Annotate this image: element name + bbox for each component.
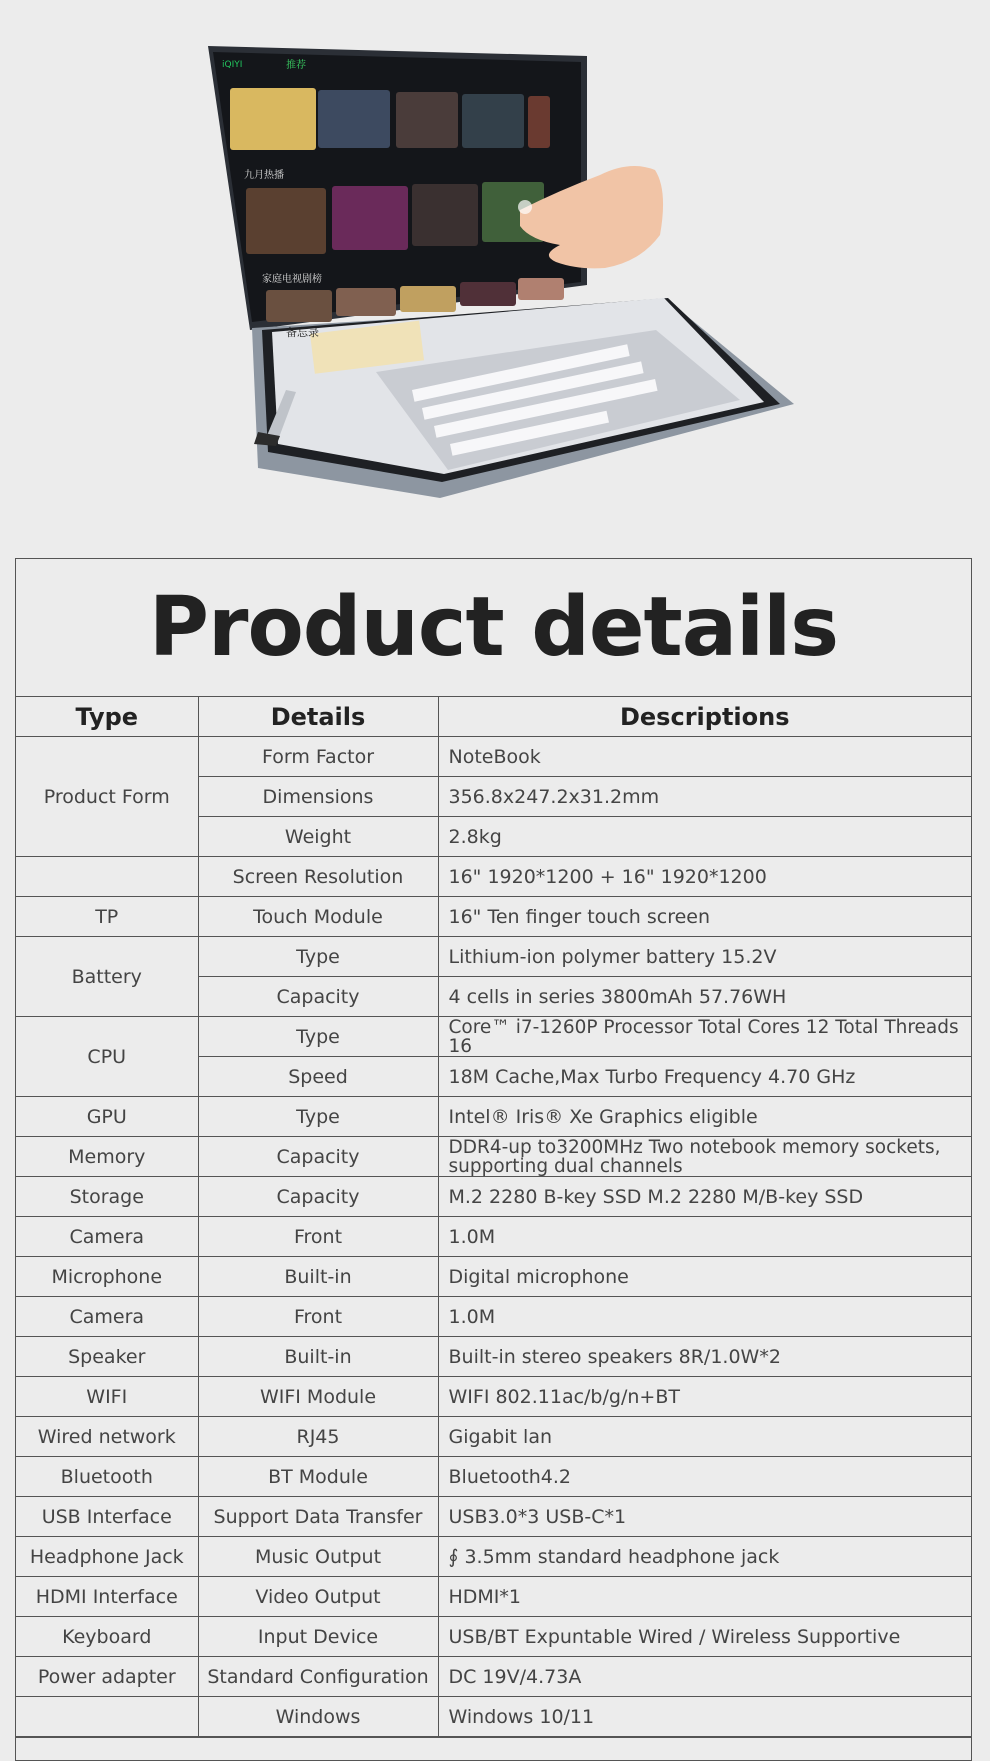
row-detail: Touch Module (198, 897, 438, 937)
row-value: Windows 10/11 (438, 1697, 971, 1737)
row-detail: Type (198, 1017, 438, 1057)
row-type (16, 1697, 198, 1737)
row-detail: Capacity (198, 977, 438, 1017)
row-type: Bluetooth (16, 1457, 198, 1497)
row-value: Built-in stereo speakers 8R/1.0W*2 (438, 1337, 971, 1377)
row-detail: Input Device (198, 1617, 438, 1657)
table-row (16, 1657, 971, 1697)
table-row (16, 1257, 971, 1297)
row-value: DDR4-up to3200MHz Two notebook memory sockets, supporting dual channels (438, 1137, 971, 1177)
row-detail: Video Output (198, 1577, 438, 1617)
spec-table (16, 697, 971, 1737)
row-type: Headphone Jack (16, 1537, 198, 1577)
row-type: CPU (16, 1017, 198, 1097)
row-value: Core™ i7-1260P Processor Total Cores 12 Total Threads 16 (438, 1017, 971, 1057)
dual-screen-laptop-illustration (0, 0, 990, 560)
row-value: WIFI 802.11ac/b/g/n+BT (438, 1377, 971, 1417)
row-detail: Built-in (198, 1337, 438, 1377)
row-value: M.2 2280 B-key SSD M.2 2280 M/B-key SSD (438, 1177, 971, 1217)
row-value: 1.0M (438, 1297, 971, 1337)
row-type: Battery (16, 937, 198, 1017)
row-detail: RJ45 (198, 1417, 438, 1457)
row-value: Intel® Iris® Xe Graphics eligible (438, 1097, 971, 1137)
table-row (16, 737, 971, 777)
table-row (16, 1577, 971, 1617)
table-row (16, 857, 971, 897)
row-value: Bluetooth4.2 (438, 1457, 971, 1497)
row-detail: Weight (198, 817, 438, 857)
row-detail: Type (198, 937, 438, 977)
keyboard-panel-title: 备忘录 (286, 326, 319, 339)
row-value: USB/BT Expuntable Wired / Wireless Supportive (438, 1617, 971, 1657)
row-value: NoteBook (438, 737, 971, 777)
table-row (16, 1097, 971, 1137)
row-detail: Front (198, 1297, 438, 1337)
row-type: Keyboard (16, 1617, 198, 1657)
row-type: Product Form (16, 737, 198, 857)
row-value: 356.8x247.2x31.2mm (438, 777, 971, 817)
row-detail: Windows (198, 1697, 438, 1737)
row-type: Power adapter (16, 1657, 198, 1697)
row-value: DC 19V/4.73A (438, 1657, 971, 1697)
row-type: USB Interface (16, 1497, 198, 1537)
row-detail: Dimensions (198, 777, 438, 817)
row-value: HDMI*1 (438, 1577, 971, 1617)
table-row (16, 1297, 971, 1337)
table-row (16, 1537, 971, 1577)
row-type: GPU (16, 1097, 198, 1137)
header-type: Type (16, 697, 198, 737)
table-row (16, 937, 971, 977)
row-value: ∮ 3.5mm standard headphone jack (438, 1537, 971, 1577)
row-type: WIFI (16, 1377, 198, 1417)
table-row (16, 1497, 971, 1537)
screen-section-2: 家庭电视剧榜 (262, 274, 322, 285)
row-type (16, 857, 198, 897)
table-row (16, 1137, 971, 1177)
table-row (16, 1017, 971, 1057)
table-footer (16, 1737, 971, 1760)
screen-section-1: 九月热播 (244, 170, 284, 181)
row-detail: WIFI Module (198, 1377, 438, 1417)
product-details-table (15, 558, 972, 1761)
row-value: Gigabit lan (438, 1417, 971, 1457)
row-value: 2.8kg (438, 817, 971, 857)
row-value: USB3.0*3 USB-C*1 (438, 1497, 971, 1537)
row-value: 16" 1920*1200 + 16" 1920*1200 (438, 857, 971, 897)
screen-brand: iQIYI (222, 60, 243, 70)
row-type: Camera (16, 1297, 198, 1337)
table-row (16, 1417, 971, 1457)
page-title: Product details (16, 559, 971, 697)
row-detail: Form Factor (198, 737, 438, 777)
row-type: Speaker (16, 1337, 198, 1377)
row-detail: Capacity (198, 1137, 438, 1177)
row-type: Wired network (16, 1417, 198, 1457)
row-detail: Capacity (198, 1177, 438, 1217)
row-value: 16" Ten finger touch screen (438, 897, 971, 937)
table-row (16, 1377, 971, 1417)
row-type: TP (16, 897, 198, 937)
row-type: Camera (16, 1217, 198, 1257)
row-detail: Built-in (198, 1257, 438, 1297)
table-row (16, 1697, 971, 1737)
row-detail: Support Data Transfer (198, 1497, 438, 1537)
row-type: HDMI Interface (16, 1577, 198, 1617)
row-detail: Speed (198, 1057, 438, 1097)
table-header-row (16, 697, 971, 737)
row-type: Microphone (16, 1257, 198, 1297)
screen-tab: 推荐 (286, 60, 306, 71)
table-row (16, 1177, 971, 1217)
row-value: 4 cells in series 3800mAh 57.76WH (438, 977, 971, 1017)
row-value: Lithium-ion polymer battery 15.2V (438, 937, 971, 977)
row-detail: Music Output (198, 1537, 438, 1577)
row-detail: Screen Resolution (198, 857, 438, 897)
table-row (16, 1337, 971, 1377)
row-detail: Type (198, 1097, 438, 1137)
header-details: Details (198, 697, 438, 737)
table-row (16, 1217, 971, 1257)
row-detail: Standard Configuration (198, 1657, 438, 1697)
row-detail: BT Module (198, 1457, 438, 1497)
header-descriptions: Descriptions (438, 697, 971, 737)
product-hero-image (0, 0, 990, 560)
row-value: 18M Cache,Max Turbo Frequency 4.70 GHz (438, 1057, 971, 1097)
row-value: Digital microphone (438, 1257, 971, 1297)
table-row (16, 1617, 971, 1657)
table-row (16, 897, 971, 937)
row-detail: Front (198, 1217, 438, 1257)
table-row (16, 1457, 971, 1497)
row-type: Storage (16, 1177, 198, 1217)
row-type: Memory (16, 1137, 198, 1177)
row-value: 1.0M (438, 1217, 971, 1257)
